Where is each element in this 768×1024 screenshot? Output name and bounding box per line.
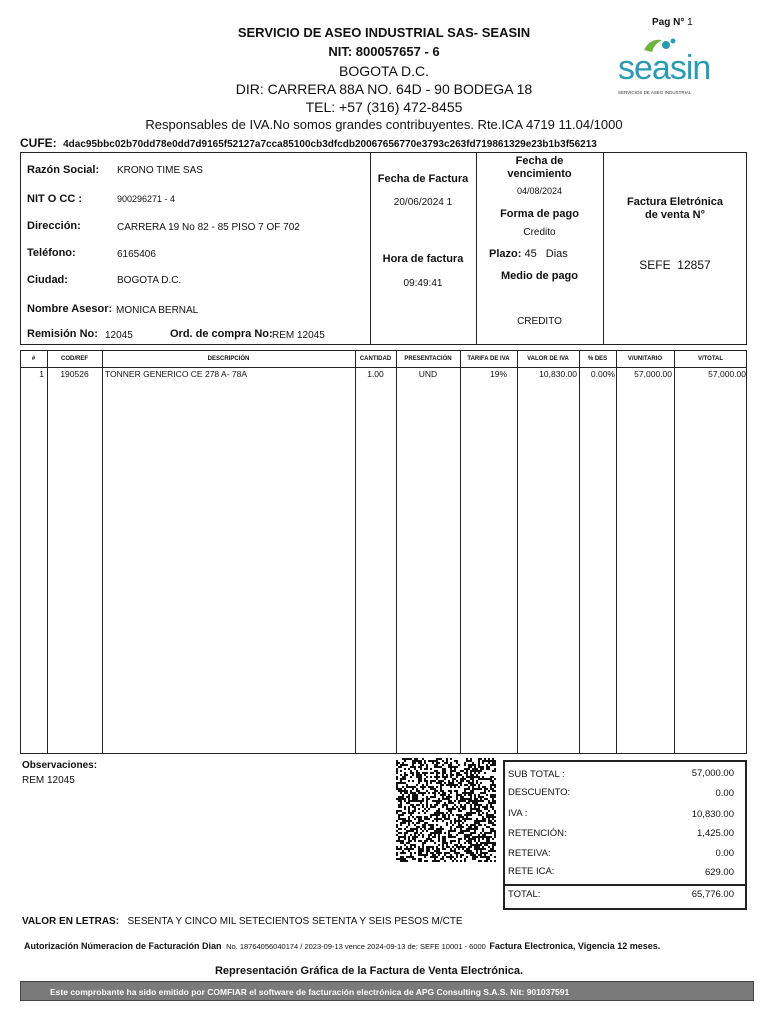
- col-header-descuento: % DES: [587, 356, 608, 362]
- col-divider: [579, 350, 580, 754]
- row-codref: 190526: [60, 369, 89, 379]
- orden-value: REM 12045: [272, 330, 325, 341]
- razon-value: KRONO TIME SAS: [117, 165, 203, 176]
- invoice-number: SEFE 12857: [639, 258, 711, 272]
- ciudad-label: Ciudad:: [27, 274, 68, 286]
- col-header-num: #: [31, 356, 36, 362]
- plazo: [489, 248, 568, 260]
- hora-factura-value: 09:49:41: [403, 278, 443, 289]
- descuento-label: DESCUENTO:: [508, 787, 571, 798]
- observaciones-value: REM 12045: [22, 775, 75, 786]
- plazo-value: 45: [524, 248, 537, 260]
- medio-pago-label: Medio de pago: [501, 270, 578, 282]
- col-divider: [102, 350, 103, 754]
- remision-label: Remisión No:: [27, 328, 98, 340]
- medio-pago-value: CREDITO: [517, 316, 562, 327]
- col-divider: [674, 350, 675, 754]
- fecha-factura-label: Fecha de Factura: [377, 173, 469, 185]
- asesor-label: Nombre Asesor:: [27, 303, 113, 315]
- col-divider: [396, 350, 397, 754]
- hora-factura-label: Hora de factura: [382, 253, 464, 265]
- valor-letras-value: SESENTA Y CINCO MIL SETECIENTOS SETENTA Y SEIS PESOS M/CTE: [127, 916, 463, 927]
- vencimiento-label-2: vencimiento: [507, 168, 572, 180]
- subtotal-label: SUB TOTAL :: [508, 769, 565, 780]
- valor-letras-label: VALOR EN LETRAS:: [22, 916, 120, 927]
- table-header-line: [20, 367, 747, 368]
- col-divider: [355, 350, 356, 754]
- nit-label: NIT O CC :: [27, 193, 82, 205]
- logo-subtitle: SERVICIOS DE ASEO INDUSTRIAL: [618, 90, 692, 95]
- col-divider: [460, 350, 461, 754]
- reteica-label: RETE ICA:: [508, 866, 555, 877]
- autorizacion-label: Autorización Númeracion de Facturación Dian: [24, 941, 222, 951]
- razon-label: Razón Social:: [27, 164, 100, 176]
- totals-line: [503, 884, 747, 886]
- items-table: [20, 350, 747, 754]
- cufe-value: 4dac95bbc02b70dd78e0dd7d9165f52127a7cca85100cb3dfcdb20067656770e3793c263fd719861329e23b1b3f56213: [63, 139, 597, 150]
- subtotal-value: 57,000.00: [691, 768, 734, 779]
- ciudad-value: BOGOTA D.C.: [117, 275, 182, 286]
- reteica-value: 629.00: [704, 867, 734, 878]
- col-header-total: V/TOTAL: [697, 356, 724, 362]
- total-value: 65,776.00: [691, 889, 734, 900]
- company-address: DIR: CARRERA 88A NO. 64D - 90 BODEGA 18: [235, 81, 533, 97]
- telefono-label: Teléfono:: [27, 247, 76, 259]
- autorizacion-value: No. 18764056040174 / 2023-09-13 vence 2024-09-13 de: SEFE 10001 - 6000: [226, 942, 486, 951]
- total-label: TOTAL:: [508, 889, 541, 900]
- company-name: SERVICIO DE ASEO INDUSTRIAL SAS- SEASIN: [237, 25, 531, 40]
- direccion-label: Dirección:: [27, 220, 81, 232]
- retencion-label: RETENCIÓN:: [508, 828, 567, 839]
- company-phone: TEL: +57 (316) 472-8455: [305, 99, 463, 115]
- autorizacion: [24, 941, 660, 951]
- logo-text: seasin: [618, 49, 711, 87]
- orden-label: Ord. de compra No:: [170, 328, 273, 340]
- col-header-descripcion: DESCRIPCIÓN: [207, 356, 250, 362]
- observaciones-label: Observaciones:: [22, 760, 98, 771]
- descuento-value: 0.00: [715, 788, 734, 799]
- iva-value: 10,830.00: [691, 809, 734, 820]
- telefono-value: 6165406: [117, 249, 156, 260]
- row-descripcion: TONNER GENERICO CE 278 A- 78A: [105, 369, 248, 379]
- invoice-type-label-2: de venta N°: [644, 209, 706, 221]
- invoice-type-label: Factura Eletrónica: [627, 196, 723, 208]
- direccion-value: CARRERA 19 No 82 - 85 PISO 7 OF 702: [117, 222, 300, 233]
- nit-value: 900296271 - 4: [117, 194, 176, 204]
- row-num: 1: [39, 369, 44, 379]
- remision-value: 12045: [105, 330, 133, 341]
- page-number-label: Pag N°: [652, 17, 685, 28]
- row-unitario: 57,000.00: [634, 369, 672, 379]
- page-number-value: 1: [687, 17, 693, 28]
- vencimiento-label: Fecha de: [515, 155, 564, 167]
- valor-en-letras: [22, 911, 463, 929]
- row-cantidad: 1.00: [367, 369, 384, 379]
- row-tarifa-iva: 19%: [489, 369, 507, 379]
- qr-code: [396, 758, 496, 862]
- retencion-value: 1,425.00: [697, 828, 734, 839]
- forma-pago-label: Forma de pago: [500, 208, 579, 220]
- row-descuento: 0.00%: [590, 369, 615, 379]
- company-city: BOGOTA D.C.: [339, 63, 429, 79]
- footer-bar: Este comprobante ha sido emitido por COMFIAR el software de facturación electrónica de APG Consulting S.A.S. Nit: 901037591: [20, 981, 754, 1001]
- row-valor-iva: 10,830.00: [539, 369, 577, 379]
- reteiva-value: 0.00: [715, 848, 734, 859]
- col-header-codref: COD/REF: [61, 356, 88, 362]
- col-divider: [517, 350, 518, 754]
- autorizacion-tail: Factura Electronica, Vigencia 12 meses.: [489, 941, 661, 951]
- col-header-unitario: V/UNITARIO: [627, 356, 663, 362]
- reteiva-label: RETEIVA:: [508, 848, 551, 859]
- plazo-label: Plazo:: [489, 248, 522, 260]
- vencimiento-value: 04/08/2024: [516, 186, 563, 196]
- col-divider: [616, 350, 617, 754]
- iva-label: IVA :: [508, 808, 528, 819]
- forma-pago-value: Credito: [523, 227, 556, 238]
- cufe-label: CUFE:: [20, 136, 57, 150]
- row-presentacion: UND: [418, 369, 438, 379]
- col-header-presentacion: PRESENTACIÓN: [404, 356, 452, 362]
- representacion: Representación Gráfica de la Factura de Venta Electrónica.: [214, 965, 524, 977]
- plazo-unit: Dias: [545, 248, 568, 260]
- asesor-value: MONICA BERNAL: [116, 305, 199, 316]
- fecha-factura-value: 20/06/2024 1: [393, 197, 453, 208]
- row-total: 57,000.00: [708, 369, 746, 379]
- col-header-tarifa-iva: TARIFA DE IVA: [467, 356, 510, 362]
- cufe: [20, 134, 597, 152]
- divider: [603, 152, 604, 345]
- col-divider: [47, 350, 48, 754]
- company-tax-note: Responsables de IVA.No somos grandes contribuyentes. Rte.ICA 4719 11.04/1000: [145, 117, 623, 132]
- company-nit: NIT: 800057657 - 6: [328, 44, 440, 59]
- col-header-valor-iva: VALOR DE IVA: [527, 356, 569, 362]
- col-header-cantidad: CANTIDAD: [359, 356, 392, 362]
